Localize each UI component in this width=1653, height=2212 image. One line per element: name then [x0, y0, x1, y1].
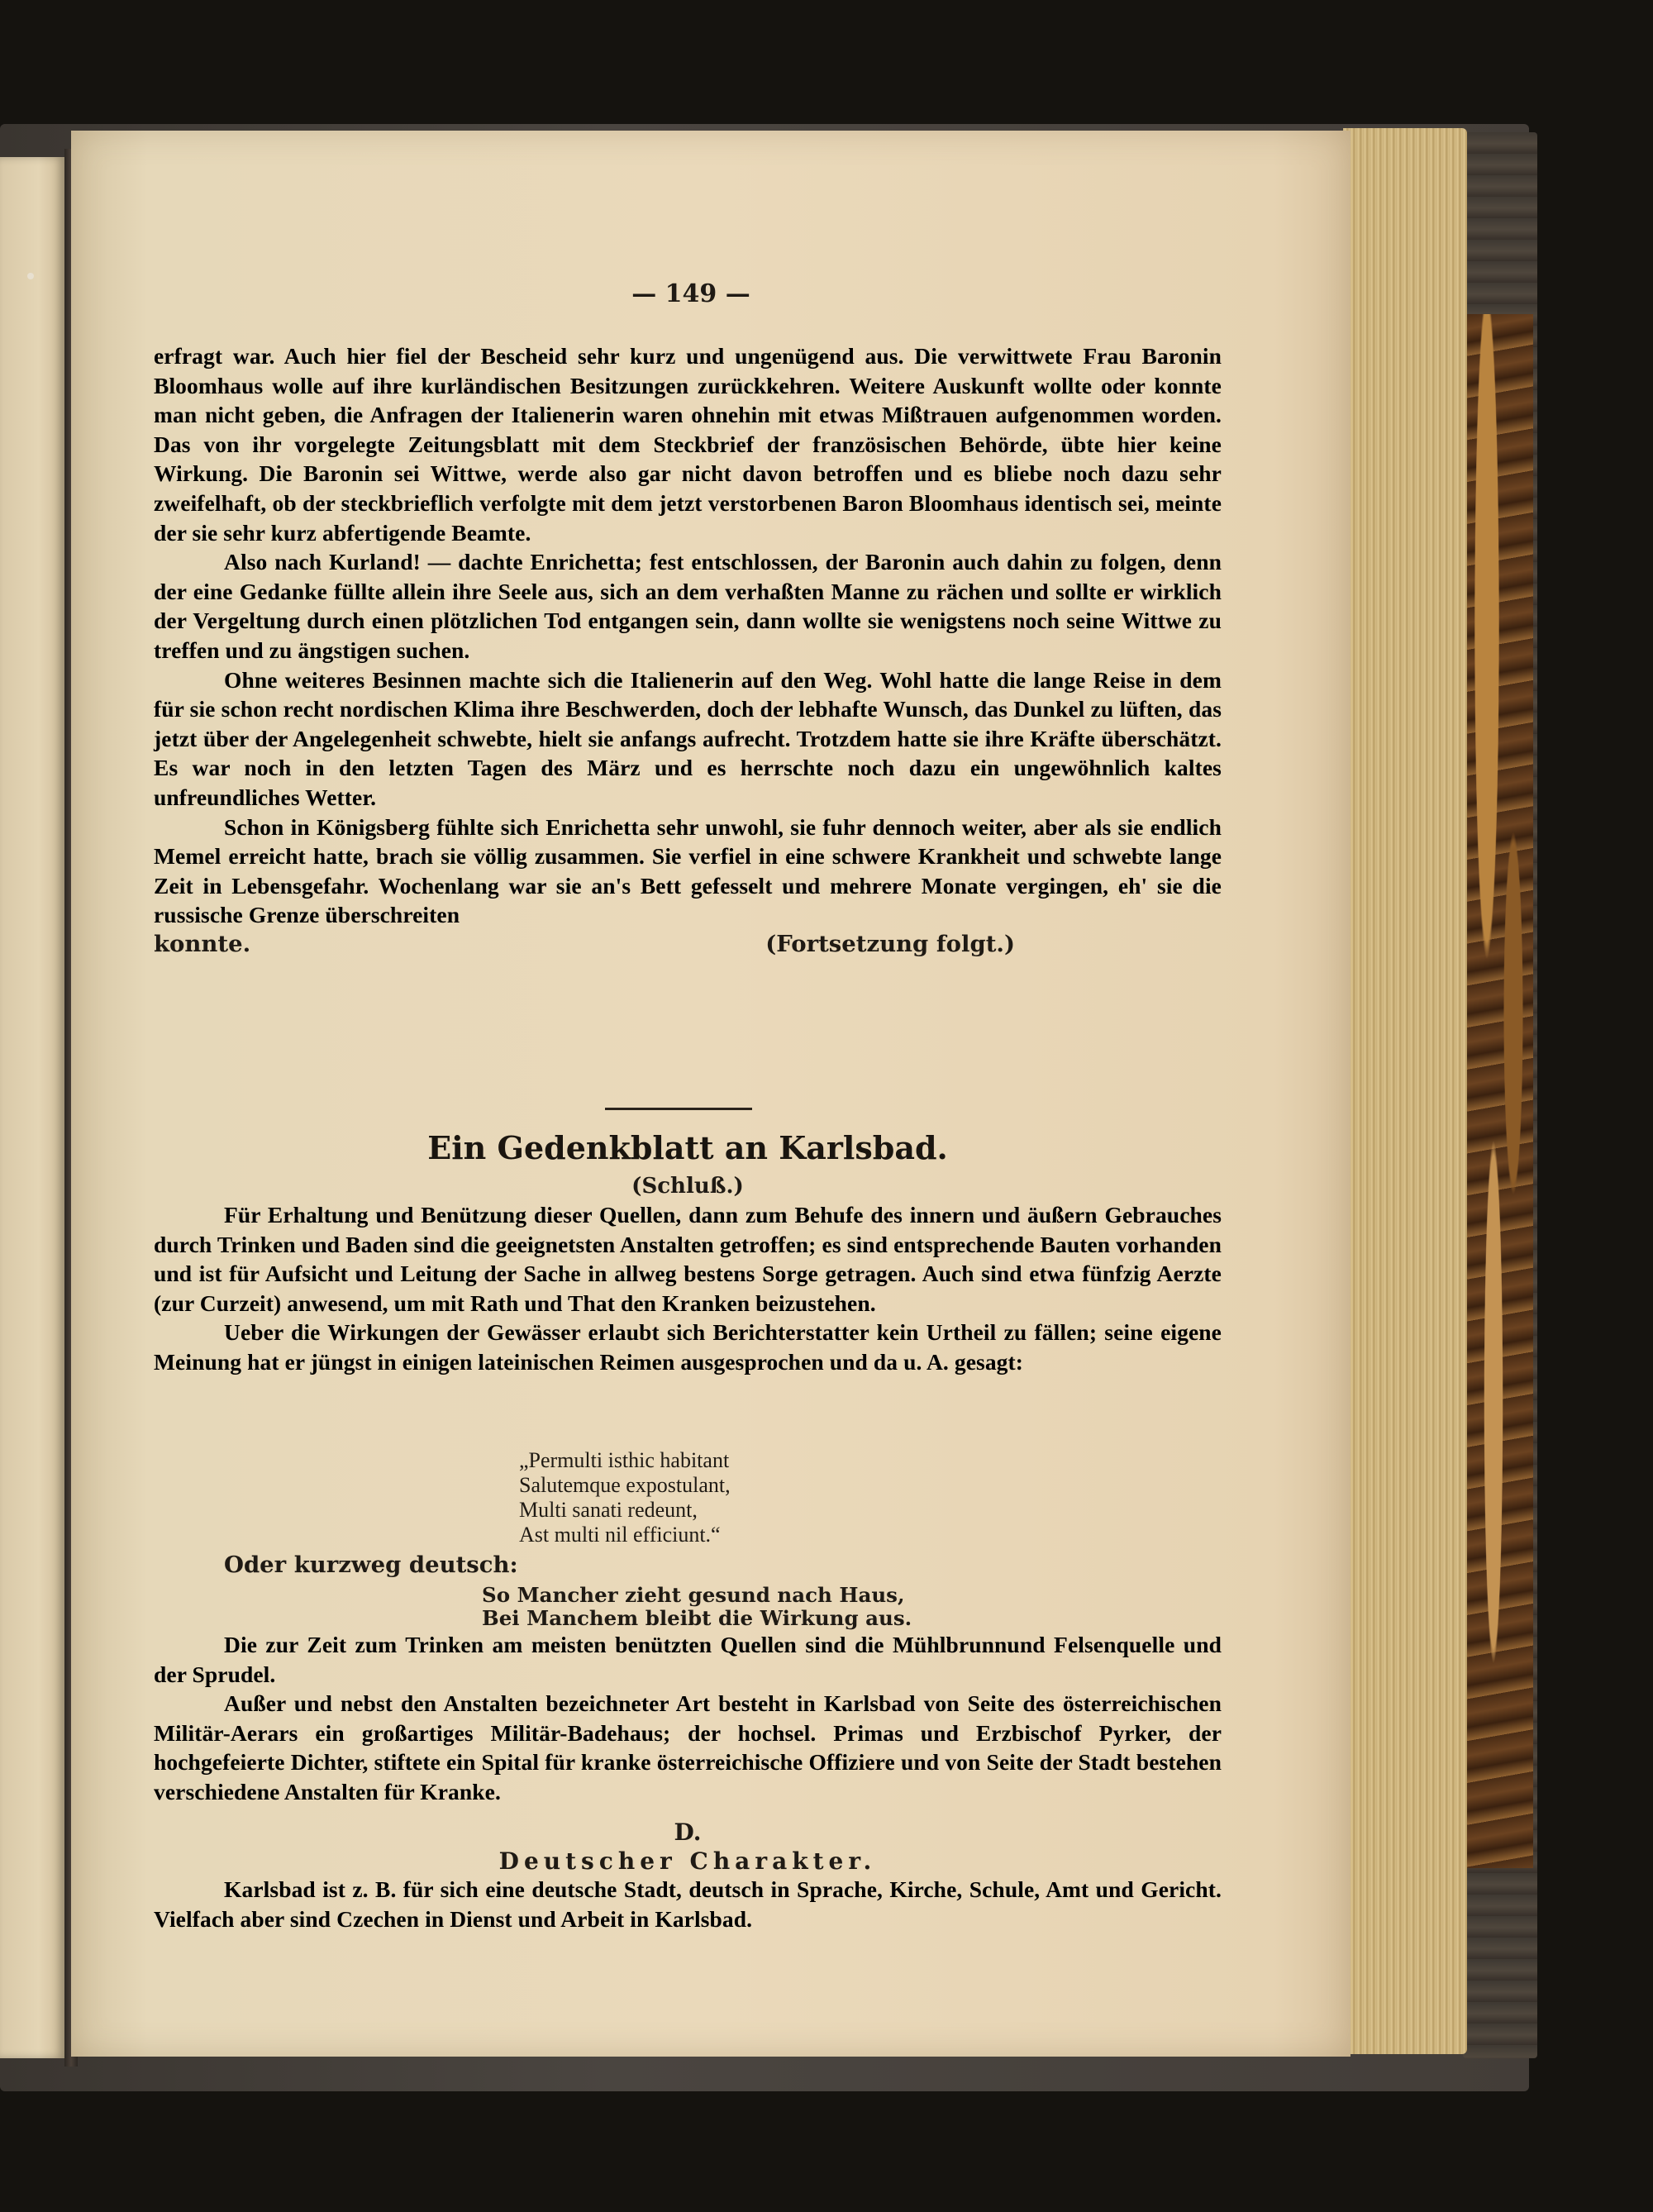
- verse-line: Salutemque expostulant,: [519, 1473, 731, 1497]
- section-title: Ein Gedenkblatt an Karlsbad.: [427, 1129, 948, 1166]
- karlsbad-character: [154, 1875, 1222, 1933]
- dust-speck: [27, 273, 34, 279]
- page-block-edge: [1343, 128, 1467, 2054]
- section-subtitle: (Schluß.): [631, 1174, 744, 1199]
- verse-line: Bei Manchem bleibt die Wirkung aus.: [482, 1606, 912, 1630]
- paragraph: Ohne weiteres Besinnen machte sich die Italienerin auf den Weg. Wohl hatte die lange Reise in dem für sie schon recht nordischen Klima ihre Beschwerden, doch der lebhafte Wunsch, das Dunkel zu lüften, das jetzt über der Angelegenheit schwebte, hielt sie anfangs aufrecht. Trotzdem hatte sie ihre Kräfte überschätzt. Es war noch in den letzten Tagen des März und es herrschte noch dazu ein ungewöhnlich kaltes unfreundliches Wetter.: [154, 666, 1222, 810]
- verse-line: Ast multi nil efficiunt.“: [519, 1523, 721, 1547]
- paragraph: Schon in Königsberg fühlte sich Enrichetta sehr unwohl, sie fuhr dennoch weiter, aber als sie endlich Memel erreicht hatte, brach sie völlig zusammen. Sie verfiel in eine schwere Krankheit und schwebte lange Zeit in Lebensgefahr. Wochenlang war sie an's Bett gefesselt und mehrere Monate vergingen, eh' sie die russische Grenze überschreiten: [154, 813, 1222, 928]
- paragraph: Karlsbad ist z. B. für sich eine deutsche Stadt, deutsch in Sprache, Kirche, Schule, Amt und Gericht. Vielfach aber sind Czechen in Dienst und Arbeit in Karlsbad.: [154, 1876, 1222, 1932]
- paragraph: Außer und nebst den Anstalten bezeichneter Art besteht in Karlsbad von Seite des österreichischen Militär-Aerars ein großartiges Militär-Badehaus; der hochsel. Primas und Erzbischof Pyrker, der hochgefeierte Dichter, stiftete ein Spital für kranke österreichische Offiziere und von Seite der Stadt bestehen verschiedene Anstalten für Kranke.: [154, 1690, 1222, 1804]
- latin-verse: [519, 1448, 731, 1547]
- section-divider: [605, 1108, 752, 1110]
- subsection-letter: D.: [674, 1819, 702, 1846]
- verse-line: „Permulti isthic habitant: [519, 1448, 730, 1472]
- closing-line: [154, 930, 1222, 960]
- subsection-title: Deutscher Charakter.: [498, 1847, 877, 1875]
- page-number: — 149 —: [631, 279, 750, 308]
- marbled-edge: [1467, 314, 1533, 1868]
- story-continuation: [154, 341, 1222, 959]
- paragraph: Ueber die Wirkungen der Gewässer erlaubt sich Berichterstatter kein Urtheil zu fällen; seine eigene Meinung hat er jüngst in einigen lateinischen Reimen ausgesprochen und da u. A. gesagt:: [154, 1319, 1222, 1375]
- paragraph: Also nach Kurland! — dachte Enrichetta; fest entschlossen, der Baronin auch dahin zu folgen, denn der eine Gedanke füllte allein ihre Seele aus, sich an dem verhaßten Manne zu rächen und sollte er wirklich der Vergeltung durch einen plötzlichen Tod entgangen sein, dann wollte sie wenigstens noch seine Wittwe zu treffen und zu ängstigen suchen.: [154, 549, 1222, 663]
- verse-line: Multi sanati redeunt,: [519, 1498, 698, 1522]
- german-verse: [482, 1584, 912, 1630]
- verse-line: So Mancher zieht gesund nach Haus,: [482, 1583, 905, 1607]
- paragraph: erfragt war. Auch hier fiel der Bescheid sehr kurz und ungenügend aus. Die verwittwete Frau Baronin Bloomhaus wolle auf ihre kurländischen Besitzungen zurückkehren. Weitere Auskunft wollte oder konnte man nicht geben, die Anfragen der Italienerin waren ohnehin mit etwas Mißtrauen aufgenommen worden. Das von ihr vorgelegte Zeitungsblatt mit dem Steckbrief der französischen Behörde, übte hier keine Wirkung. Die Baronin sei Wittwe, werde also gar nicht davon betroffen und es bliebe noch dazu sehr zweifelhaft, ob der steckbrieflich verfolgte mit dem jetzt verstorbenen Baron Bloomhaus identisch sei, meinte der sie sehr kurz abfertigende Beamte.: [154, 343, 1222, 546]
- previous-page-sliver: [0, 157, 64, 2058]
- to-be-continued: (Fortsetzung folgt.): [765, 930, 1015, 957]
- oder-line: Oder kurzweg deutsch:: [224, 1552, 518, 1578]
- last-word: konnte.: [154, 930, 251, 957]
- paragraph: Für Erhaltung und Benützung dieser Quellen, dann zum Behufe des innern und äußern Gebrauches durch Trinken und Baden sind die geeignetsten Anstalten getroffen; es sind entsprechende Bauten vorhanden und ist für Aufsicht und Leitung der Sache in allweg bestens Sorge getragen. Auch sind etwa fünfzig Aerzte (zur Curzeit) anwesend, um mit Rath und That den Kranken beizustehen.: [154, 1202, 1222, 1316]
- karlsbad-article: [154, 1200, 1222, 1377]
- paragraph: Die zur Zeit zum Trinken am meisten benützten Quellen sind die Mühlbrunnund Felsenquelle und der Sprudel.: [154, 1632, 1222, 1687]
- karlsbad-article-cont: [154, 1630, 1222, 1807]
